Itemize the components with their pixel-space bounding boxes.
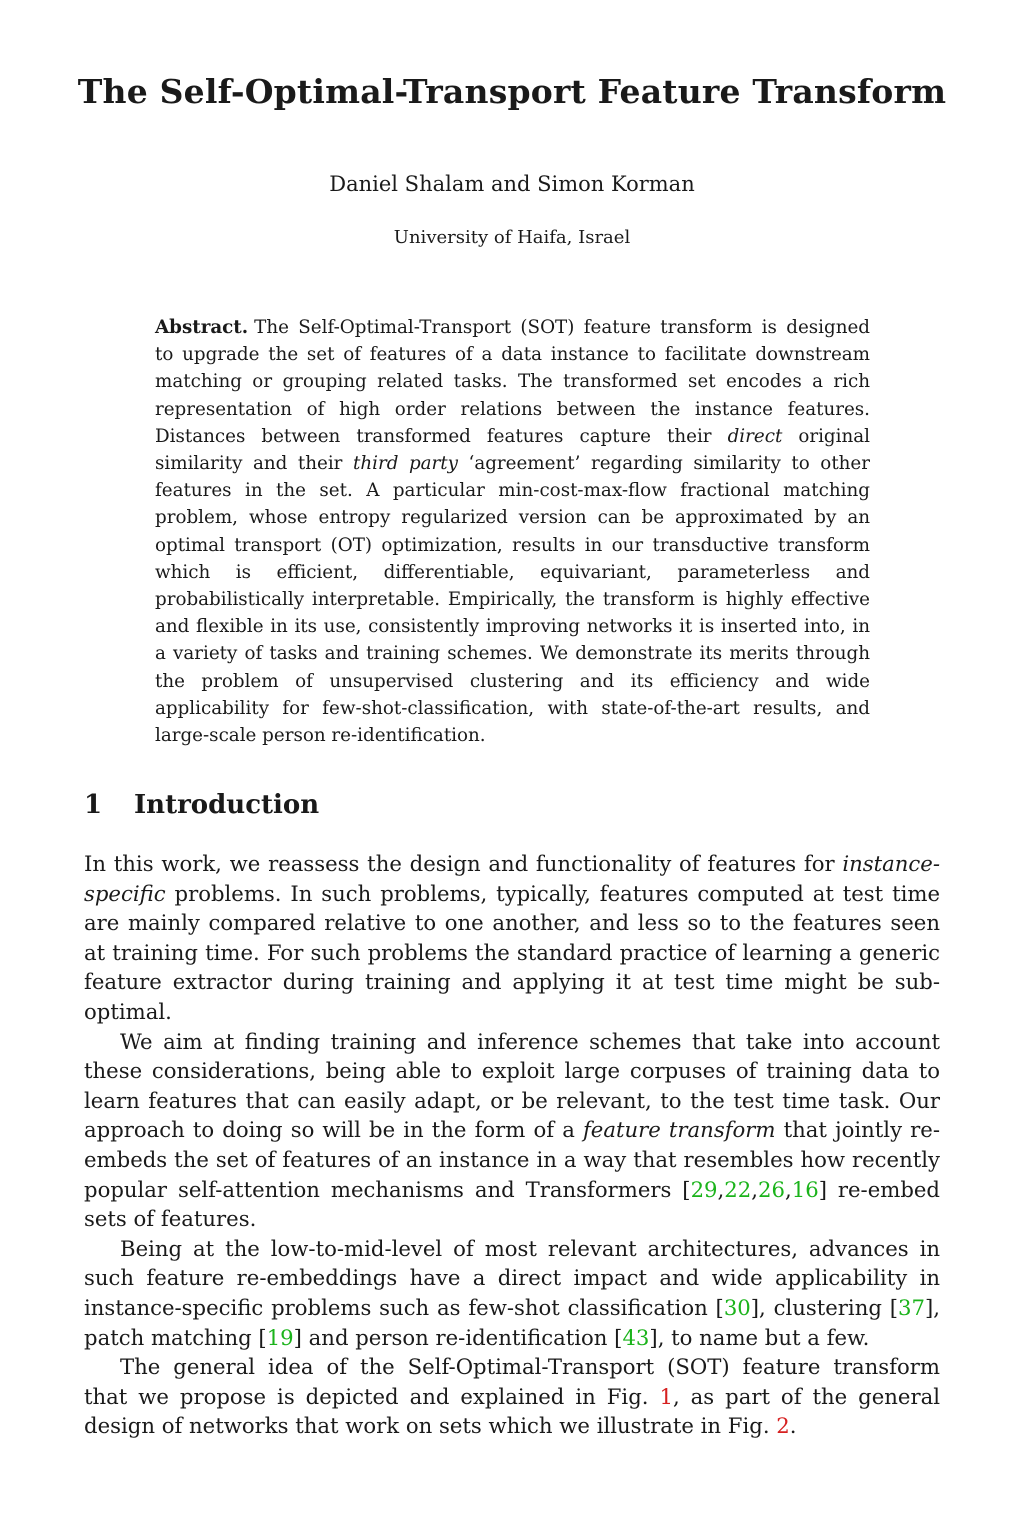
intro-paragraph [84,1234,940,1352]
paragraph-text: that jointly re-embeds the set of features of an instance in a way that resembles how recently popular self-attention mechanisms and Transformers [ [84,1117,940,1202]
paragraph-text: The general idea of the Self-Optimal-Transport (SOT) feature transform that we propose is depicted and explained in Fig. [84,1354,940,1409]
abstract-label: Abstract. [155,317,249,338]
paper-authors: Daniel Shalam and Simon Korman [329,172,695,196]
paper-affiliation: University of Haifa, Israel [393,227,631,248]
figure-ref-link[interactable]: 2 [776,1413,790,1439]
abstract-text: The Self-Optimal-Transport (SOT) feature transform is designed to upgrade the set of features of a data instance to facilitate downstream matching or grouping related tasks. The transformed set encodes a rich representation of high order relations between the instance features. Distances between transformed features capture their [155,317,870,447]
paragraph-text: We aim at finding training and inference schemes that take into account these considerations, being able to exploit large corpuses of training data to learn features that can easily adapt, or be relevant, to the test time task. Our approach to doing so will be in the form of a [84,1028,940,1143]
abstract-text: original similarity and their [155,425,870,475]
citation-link[interactable]: 29 [690,1176,718,1202]
paragraph-text: ] re-embed sets of features. [84,1176,940,1232]
figure-ref-link[interactable]: 1 [659,1383,673,1409]
abstract [155,314,870,749]
intro-paragraph: We aim at finding training and inference schemes that take into account these considerations, being able to exploit large corpuses of training data to learn features that can easily adapt, or be relevant, to the test time task. Our approach to doing so will be in the form of a feature transform that jointly re-embeds the set of features of an instance in a way that resembles how recently popular self-attention mechanisms and Transformers [29,22,26,16] re-embed sets of features. [84,1028,940,1232]
abstract-text: ‘agreement’ regarding similarity to other features in the set. A particular min-cost-max-flow fractional matching problem, whose entropy regularized version can be approximated by an optimal transport (OT) optimization, results in our transductive transform which is efficient, differentiable, equivariant, parameterless and probabilistically interpretable. Empirically, the transform is highly effective and flexible in its use, consistently improving networks it is inserted into, in a variety of tasks and training schemes. We demonstrate its merits through the problem of unsupervised clustering and its efficiency and wide applicability for few-shot-classification, with state-of-the-art results, and large-scale person re-identification. [155,453,870,747]
paragraph-emphasis: instance-specific [84,851,940,906]
citation-link[interactable]: 16 [791,1176,819,1202]
citation-link[interactable]: 30 [723,1294,751,1320]
citation-link[interactable]: 22 [724,1176,752,1202]
paper-title: The Self-Optimal-Transport Feature Transform [77,72,947,111]
paragraph-text: ], clustering [ [750,1294,898,1320]
abstract-emphasis: direct [727,425,783,447]
paragraph-text: In this work, we reassess the design and functionality of features for [84,851,843,876]
citation-link[interactable]: 19 [266,1324,294,1350]
paragraph-text: Being at the low-to-mid-level of most relevant architectures, advances in such feature re-embeddings have a direct impact and wide applicability in instance-specific problems such as few-shot classification [ [84,1235,940,1320]
citation-link[interactable]: 37 [898,1294,925,1320]
section-heading [84,790,319,820]
paragraph-text: . [789,1413,797,1439]
paragraph-emphasis: feature transform [582,1117,776,1143]
paragraph-text: ] and person re-identification [ [293,1324,623,1350]
paragraph-text: ], to name but a few. [649,1324,870,1350]
intro-paragraph [84,1352,940,1441]
paragraph-text: problems. In such problems, typically, features computed at test time are mainly compared relative to one another, and less so to the features seen at training time. For such problems the standard practice of learning a generic feature extractor during training and applying it at test time might be sub-optimal. [84,880,940,1024]
abstract-emphasis: third party [352,453,458,475]
citation-link[interactable]: 26 [758,1176,785,1202]
section-title: Introduction [134,790,320,820]
paragraph-text: ], patch matching [ [84,1294,940,1350]
intro-body [84,849,940,1441]
intro-paragraph [84,849,940,1027]
paragraph-text: , as part of the general design of networks that work on sets which we illustrate in Fig. [84,1383,940,1439]
citation-link[interactable]: 43 [622,1324,650,1350]
section-number: 1 [84,790,103,820]
